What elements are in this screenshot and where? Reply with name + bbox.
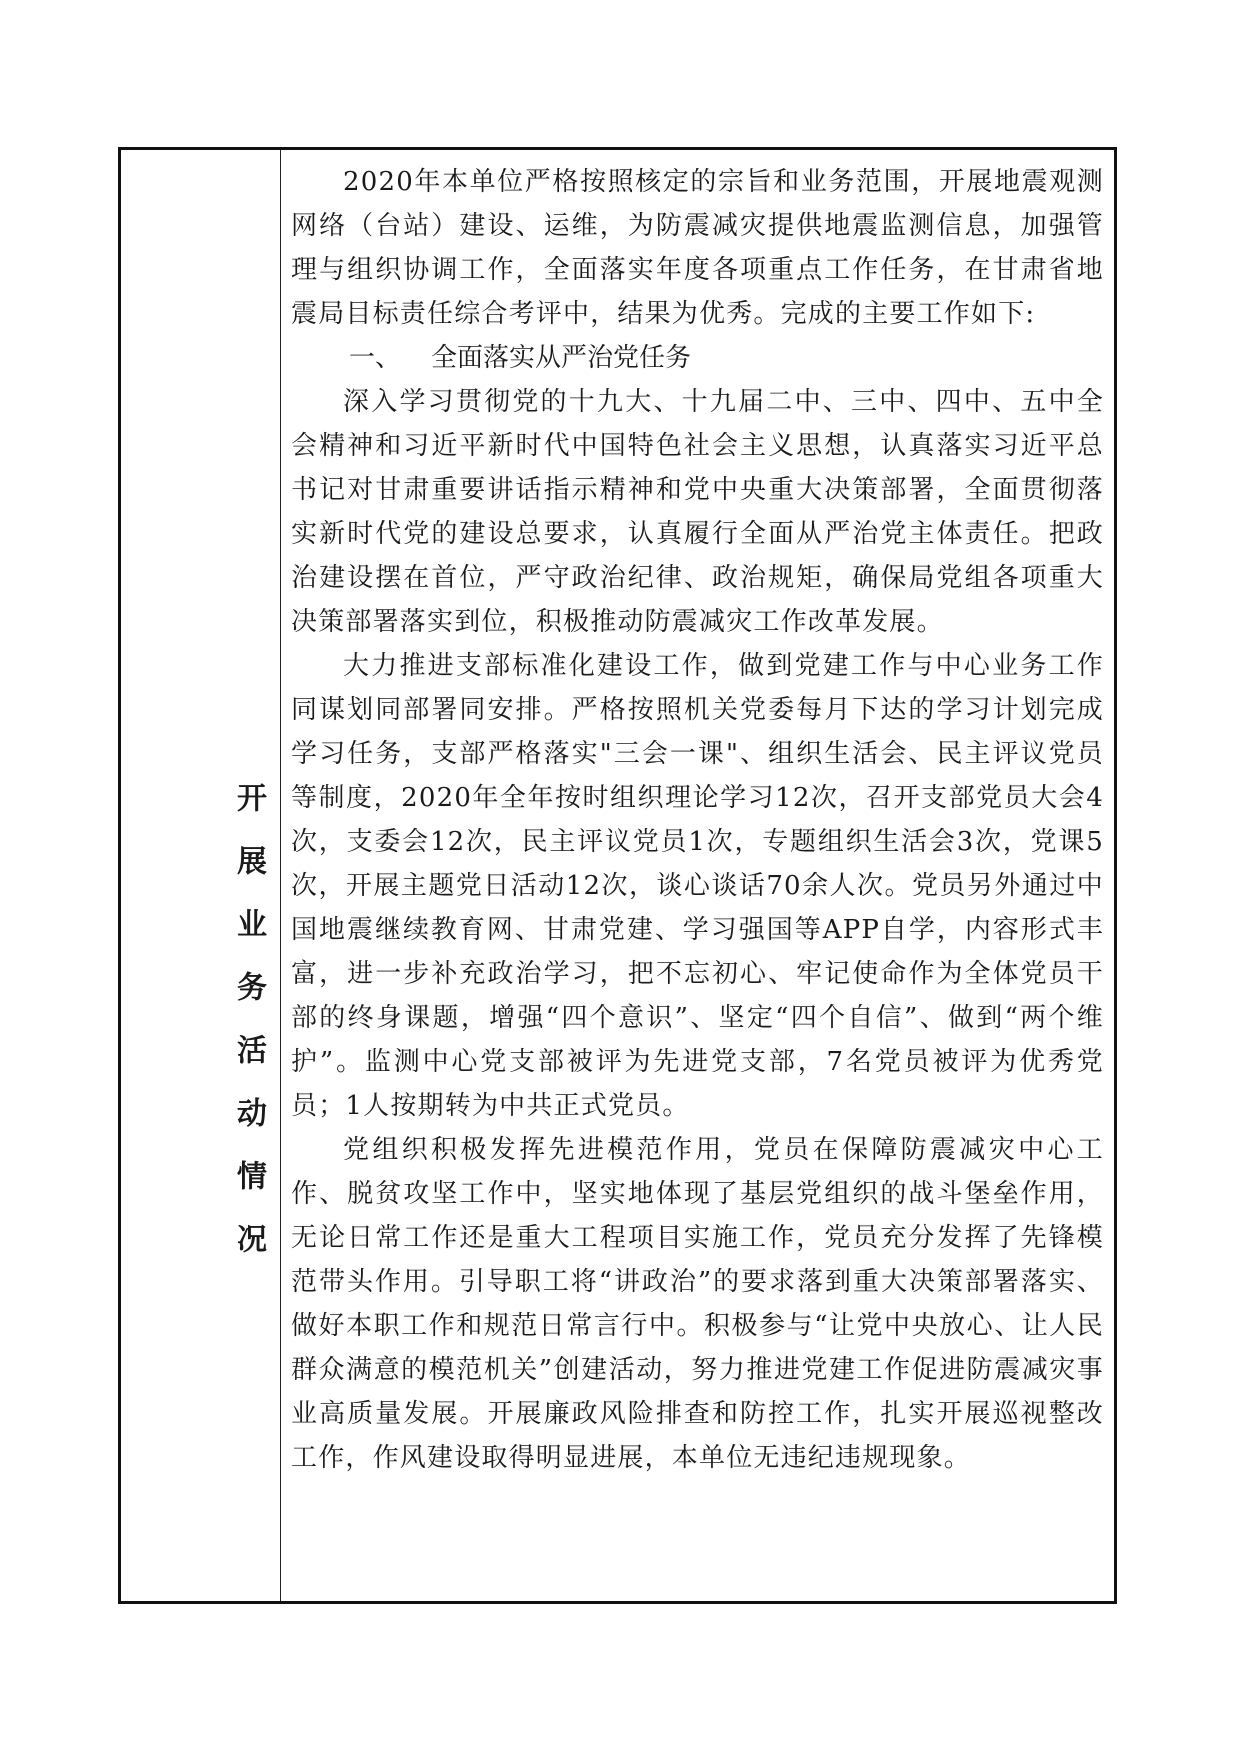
intro-paragraph: 2020年本单位严格按照核定的宗旨和业务范围，开展地震观测网络（台站）建设、运维，为防震减灾提供地震监测信息，加强管理与组织协调工作，全面落实年度各项重点工作任务，在甘肃省地震局目标责任综合考评中，结果为优秀。完成的主要工作如下: <box>291 167 1104 329</box>
row-label-cell <box>121 150 281 1601</box>
row-label: 开展业务活动情况 <box>231 782 266 1286</box>
body-paragraph-1: 深入学习贯彻党的十九大、十九届二中、三中、四中、五中全会精神和习近平新时代中国特色社会主义思想，认真落实习近平总书记对甘肃重要讲话指示精神和党中央重大决策部署，全面贯彻落实新时代党的建设总要求，认真履行全面从严治党主体责任。把政治建设摆在首位，严守政治纪律、政治规矩，确保局党组各项重大决策部署落实到位，积极推动防震减灾工作改革发展。 <box>291 387 1104 637</box>
content-cell <box>281 150 1114 1601</box>
body-paragraph-3: 党组织积极发挥先进模范作用，党员在保障防震减灾中心工作、脱贫攻坚工作中，坚实地体现了基层党组织的战斗堡垒作用，无论日常工作还是重大工程项目实施工作，党员充分发挥了先锋模范带头作用。引导职工将“讲政治”的要求落到重大决策部署落实、做好本职工作和规范日常言行中。积极参与“让党中央放心、让人民群众满意的模范机关”创建活动，努力推进党建工作促进防震减灾事业高质量发展。开展廉政风险排查和防控工作，扎实开展巡视整改工作，作风建设取得明显进展，本单位无违纪违规现象。 <box>291 1135 1104 1473</box>
body-paragraph-2: 大力推进支部标准化建设工作，做到党建工作与中心业务工作同谋划同部署同安排。严格按照机关党委每月下达的学习计划完成学习任务，支部严格落实"三会一课"、组织生活会、民主评议党员等制度，2020年全年按时组织理论学习12次，召开支部党员大会4次，支委会12次，民主评议党员1次，专题组织生活会3次，党课5次，开展主题党日活动12次，谈心谈话70余人次。党员另外通过中国地震继续教育网、甘肃党建、学习强国等APP自学，内容形式丰富，进一步补充政治学习，把不忘初心、牢记使命作为全体党员干部的终身课题，增强“四个意识”、坚定“四个自信”、做到“两个维护”。监测中心党支部被评为先进党支部，7名党员被评为优秀党员；1人按期转为中共正式党员。 <box>291 651 1104 1121</box>
section-title: 全面落实从严治党任务 <box>431 343 692 373</box>
report-table <box>118 147 1117 1604</box>
section-number: 一、 <box>349 343 402 373</box>
section-heading <box>291 336 1104 380</box>
